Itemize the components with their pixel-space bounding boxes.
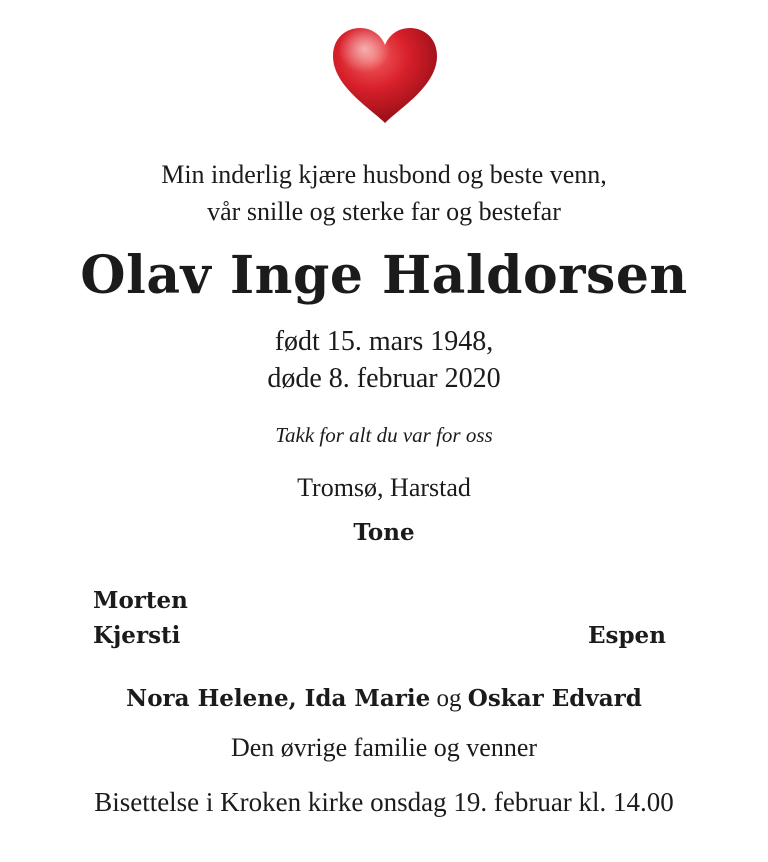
grandchild-name: Oskar Edvard: [467, 685, 642, 712]
grandchildren-line: [0, 686, 768, 711]
tagline: Takk for alt du var for oss: [275, 423, 493, 447]
birth-date: født 15. mars 1948,: [274, 326, 494, 357]
place-names: Tromsø, Harstad: [297, 473, 471, 502]
mourner-wife: Tone: [353, 519, 415, 546]
grandchild-name: Nora Helene: [126, 685, 289, 712]
intro-line-1: Min inderlig kjære husbond og beste venn,: [161, 160, 607, 189]
mourner-child: Kjersti: [93, 622, 181, 649]
heart-icon: [330, 26, 440, 126]
death-date: døde 8. februar 2020: [267, 363, 501, 394]
grandchild-separator: ,: [288, 685, 305, 712]
mourner-child: Morten: [93, 587, 188, 614]
mourner-child: Espen: [588, 622, 666, 649]
deceased-name: Olav Inge Haldorsen: [80, 245, 688, 306]
grandchild-name: Ida Marie: [304, 685, 431, 712]
other-mourners: Den øvrige familie og venner: [230, 733, 538, 762]
intro-line-2: vår snille og sterke far og bestefar: [207, 197, 561, 226]
funeral-notice: Bisettelse i Kroken kirke onsdag 19. februar kl. 14.00: [94, 787, 674, 817]
grandchild-conjunction: og: [430, 685, 468, 712]
